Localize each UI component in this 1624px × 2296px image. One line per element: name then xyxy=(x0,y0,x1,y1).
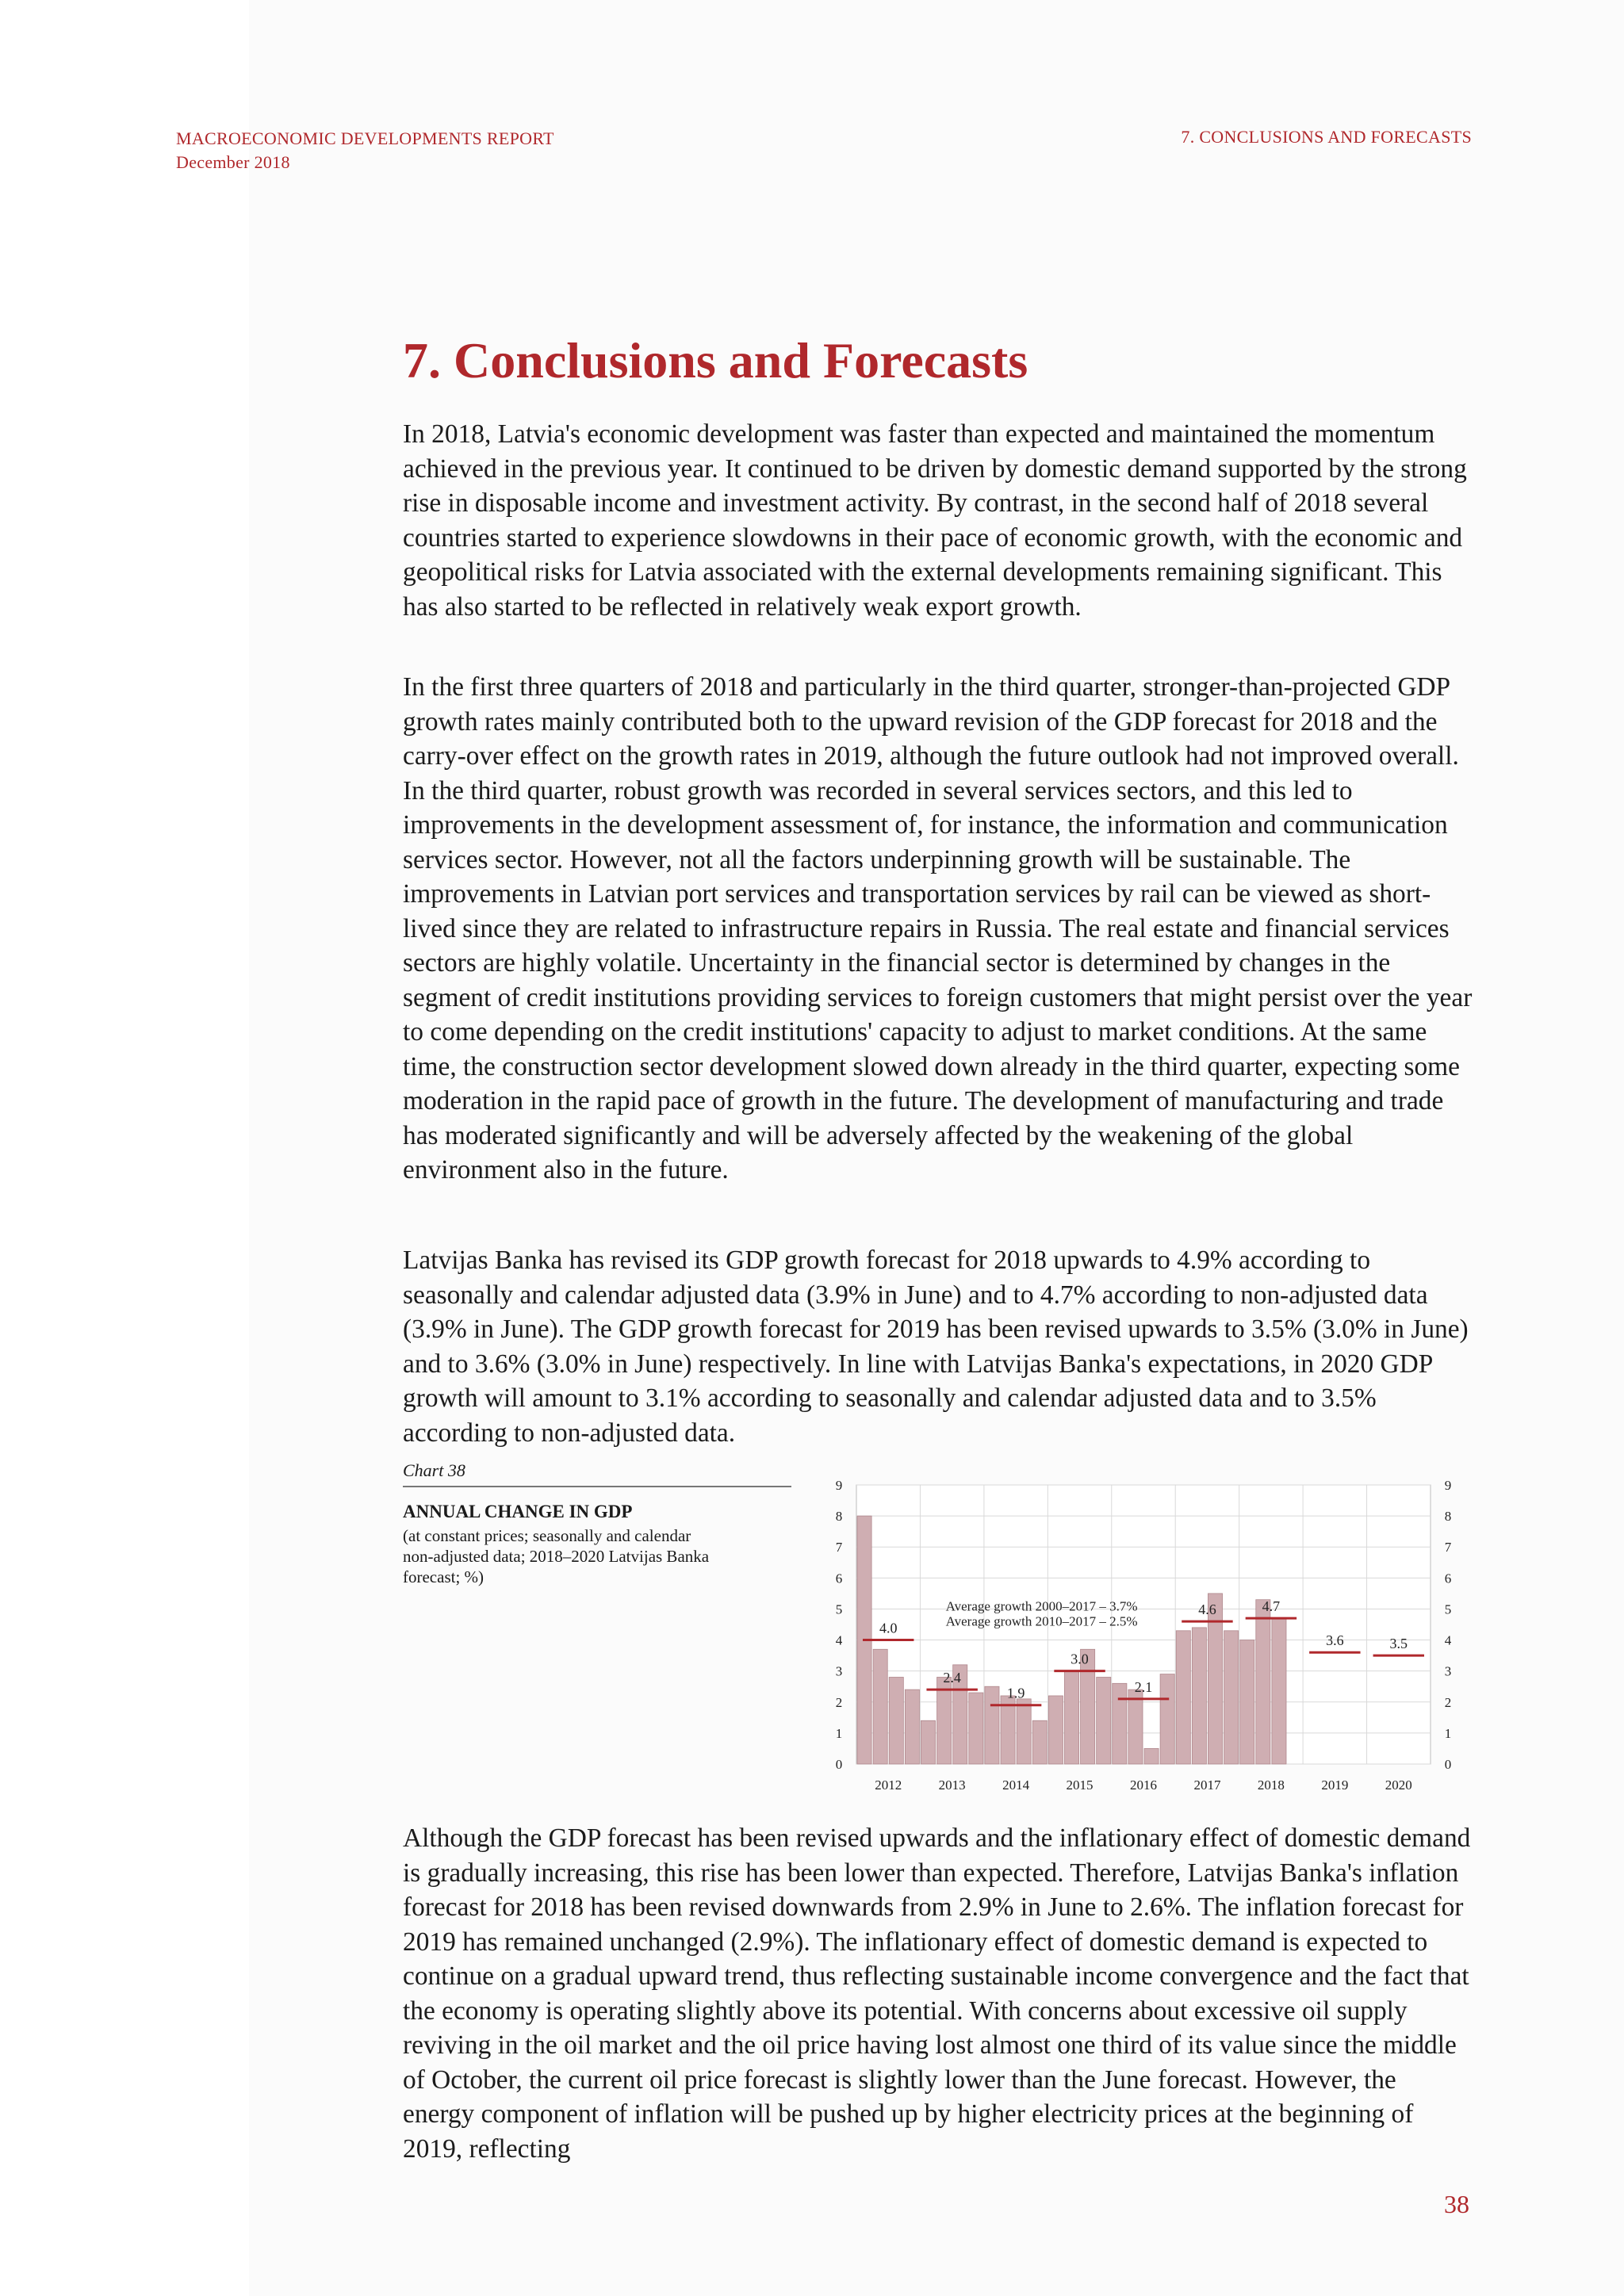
annual-average-label: 4.6 xyxy=(1198,1601,1216,1618)
y-tick-label-right: 4 xyxy=(1444,1632,1452,1648)
y-tick-label-right: 3 xyxy=(1444,1663,1452,1679)
y-tick-label-right: 8 xyxy=(1444,1509,1452,1525)
y-tick-label-left: 9 xyxy=(835,1478,843,1493)
annual-average-label: 3.6 xyxy=(1326,1632,1344,1649)
quarter-bar xyxy=(1017,1699,1031,1764)
chart-subtitle-line: (at constant prices; seasonally and calendar xyxy=(403,1526,691,1545)
y-tick-label-right: 6 xyxy=(1444,1571,1452,1586)
quarter-bar xyxy=(1192,1628,1206,1764)
annual-average-label: 3.5 xyxy=(1389,1636,1408,1652)
chart-subtitle-line: non-adjusted data; 2018–2020 Latvijas Banka xyxy=(403,1547,710,1566)
x-tick-label-year: 2017 xyxy=(1193,1777,1221,1793)
x-tick-label-year: 2016 xyxy=(1130,1777,1157,1793)
caption-divider xyxy=(403,1486,791,1487)
x-tick-label-year: 2020 xyxy=(1385,1777,1412,1793)
quarter-bar xyxy=(1160,1674,1174,1764)
y-tick-label-right: 2 xyxy=(1444,1694,1452,1710)
quarter-bar xyxy=(969,1693,983,1764)
annual-average-label: 4.7 xyxy=(1262,1598,1281,1615)
x-tick-label-year: 2014 xyxy=(1002,1777,1030,1793)
y-tick-label-left: 4 xyxy=(835,1632,843,1648)
chart-caption xyxy=(403,1460,791,1587)
quarter-bar xyxy=(905,1689,919,1764)
quarter-bar xyxy=(1272,1618,1286,1764)
annual-average-label: 4.0 xyxy=(879,1620,898,1636)
page-number: 38 xyxy=(1444,2190,1469,2218)
chart-subtitle xyxy=(403,1525,791,1587)
annual-average-label: 3.0 xyxy=(1071,1651,1089,1667)
y-tick-label-right: 9 xyxy=(1444,1478,1452,1493)
chart-annotation: Average growth 2010–2017 – 2.5% xyxy=(945,1613,1138,1629)
quarter-bar xyxy=(985,1686,999,1764)
quarter-bar xyxy=(1097,1677,1111,1764)
page-title: 7. Conclusions and Forecasts xyxy=(403,332,1028,388)
x-tick-label-year: 2019 xyxy=(1321,1777,1349,1793)
chart-subtitle-line: forecast; %) xyxy=(403,1567,485,1586)
paragraph: Although the GDP forecast has been revised upwards and the inflationary effect of domestic demand is gradually increasing, this rise has been lower than expected. Therefore, Latvijas Banka's inflation forecast for 2018 has been revised downwards from 2.9% in June to 2.6%. The inflation forecast for 2019 has remained unchanged (2.9%). The inflationary effect of domestic demand is expected to continue on a gradual upward trend, thus reflecting sustainable income convergence and the fact that the economy is operating slightly above its potential. With concerns about excessive oil supply reviving in the oil market and the oil price having lost almost one third of its value since the middle of October, the current oil price forecast is slightly lower than the June forecast. However, the energy component of inflation will be pushed up by higher electricity prices at the beginning of 2019, reflecting xyxy=(403,1823,1471,2164)
y-tick-label-left: 0 xyxy=(835,1757,843,1772)
annual-average-label: 1.9 xyxy=(1006,1685,1025,1701)
chart-number: Chart 38 xyxy=(403,1460,465,1480)
gdp-chart xyxy=(817,1471,1475,1796)
y-tick-label-right: 5 xyxy=(1444,1601,1452,1617)
y-tick-label-left: 8 xyxy=(835,1509,843,1525)
y-tick-label-left: 5 xyxy=(835,1601,843,1617)
report-header xyxy=(176,127,554,174)
y-tick-label-left: 1 xyxy=(835,1725,843,1741)
quarter-bar xyxy=(1048,1696,1063,1764)
y-tick-label-left: 7 xyxy=(835,1540,843,1556)
quarter-bar xyxy=(1128,1689,1143,1764)
annual-average-label: 2.1 xyxy=(1134,1678,1153,1695)
y-tick-label-left: 3 xyxy=(835,1663,843,1679)
annual-average-label: 2.4 xyxy=(943,1670,961,1686)
x-tick-label-year: 2018 xyxy=(1257,1777,1285,1793)
x-tick-label-year: 2013 xyxy=(938,1777,966,1793)
y-tick-label-left: 6 xyxy=(835,1571,843,1586)
paragraph: In 2018, Latvia's economic development was faster than expected and maintained the momentum achieved in the previous year. It continued to be driven by domestic demand supported by the strong rise in disposable income and investment activity. By contrast, in the second half of 2018 several countries started to experience slowdowns in their pace of economic growth, with the economic and geopolitical risks for Latvia associated with the external developments remaining significant. This has also started to be reflected in relatively weak export growth. xyxy=(403,419,1467,622)
quarter-bar xyxy=(1256,1600,1270,1764)
quarter-bar xyxy=(1224,1631,1239,1764)
y-tick-label-right: 1 xyxy=(1444,1725,1452,1741)
y-tick-label-left: 2 xyxy=(835,1694,843,1710)
x-tick-label-year: 2012 xyxy=(875,1777,902,1793)
paragraph: Latvijas Banka has revised its GDP growth forecast for 2018 upwards to 4.9% according to seasonally and calendar adjusted data (3.9% in June) and to 4.7% according to non-adjusted data (3.9% in June). The GDP growth forecast for 2019 has been revised upwards to 3.5% (3.0% in June) and to 3.6% (3.0% in June) respectively. In line with Latvijas Banka's expectations, in 2020 GDP growth will amount to 3.1% according to seasonally and calendar adjusted data and to 3.5% according to non-adjusted data. xyxy=(403,1246,1469,1448)
quarter-bar xyxy=(1032,1720,1047,1764)
quarter-bar xyxy=(1176,1631,1190,1764)
quarter-bar xyxy=(921,1720,935,1764)
x-tick-label-year: 2015 xyxy=(1066,1777,1094,1793)
quarter-bar xyxy=(889,1677,903,1764)
y-tick-label-right: 0 xyxy=(1444,1757,1452,1772)
y-tick-label-right: 7 xyxy=(1444,1540,1452,1556)
quarter-bar xyxy=(1144,1748,1159,1764)
chart-annotation: Average growth 2000–2017 – 3.7% xyxy=(945,1598,1138,1614)
report-date: December 2018 xyxy=(176,152,290,172)
quarter-bar xyxy=(1064,1671,1078,1764)
quarter-bar xyxy=(873,1649,887,1764)
chart-title: ANNUAL CHANGE IN GDP xyxy=(403,1502,633,1521)
quarter-bar xyxy=(1208,1594,1222,1764)
quarter-bar xyxy=(1240,1640,1254,1764)
quarter-bar xyxy=(1113,1683,1127,1764)
section-header: 7. CONCLUSIONS AND FORECASTS xyxy=(1181,127,1472,147)
report-title: MACROECONOMIC DEVELOPMENTS REPORT xyxy=(176,128,554,148)
paragraph: In the first three quarters of 2018 and particularly in the third quarter, stronger-than-projected GDP growth rates mainly contributed both to the upward revision of the GDP forecast for 2018 and the carry-over effect on the growth rates in 2019, although the future outlook had not improved overall. In the third quarter, robust growth was recorded in several services sectors, and this led to improvements in the development assessment of, for instance, the information and communication services sector. However, not all the factors underpinning growth will be sustainable. The improvements in Latvian port services and transportation services by rail can be viewed as short-lived since they are related to infrastructure repairs in Russia. The real estate and financial services sectors are highly volatile. Uncertainty in the financial sector is determined by changes in the segment of credit institutions providing services to foreign customers that might persist over the year to come depending on the credit institutions' capacity to adjust to market conditions. At the same time, the construction sector development slowed down already in the third quarter, expecting some moderation in the rapid pace of growth in the future. The development of manufacturing and trade has moderated significantly and will be adversely affected by the weakening of the global environment also in the future. xyxy=(403,672,1473,1184)
